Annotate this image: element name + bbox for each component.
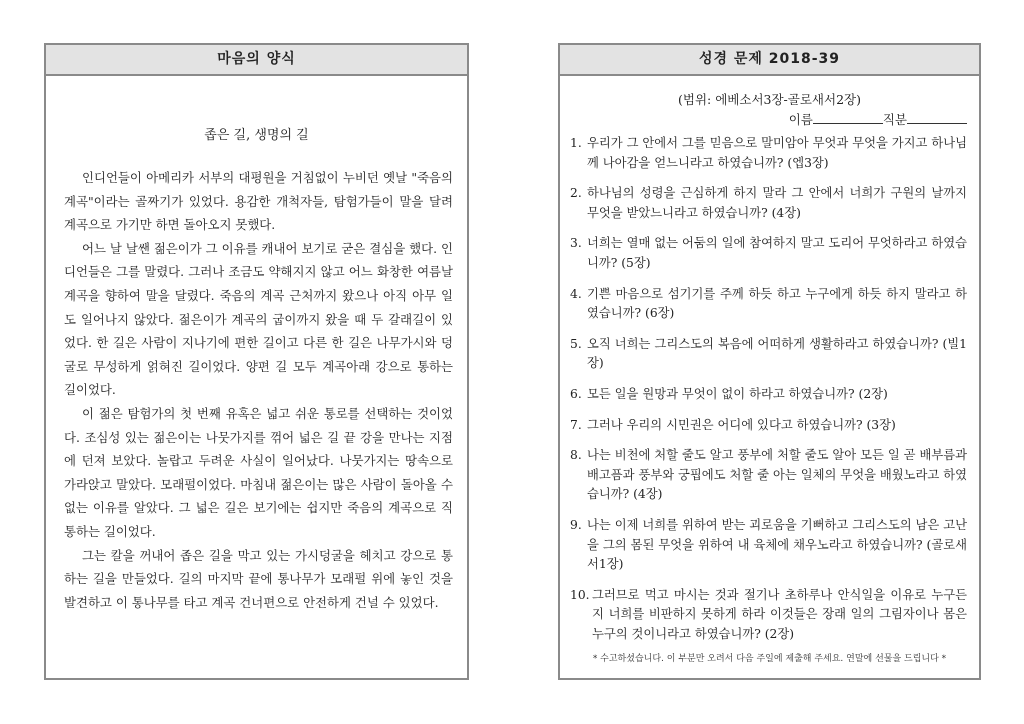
question-list	[560, 134, 979, 644]
left-panel	[44, 43, 469, 680]
question-item: 3. 너희는 열매 없는 어둠의 일에 참여하지 말고 도리어 무엇하라고 하였습니까? (5장)	[570, 236, 967, 270]
position-label: 직분	[882, 112, 907, 127]
quiz-range: (범위: 에베소서3장-골로새서2장)	[678, 92, 861, 107]
essay-paragraph: 인디언들이 아메리카 서부의 대평원을 거침없이 누비던 옛날 "죽음의 계곡"이라는 골짜기가 있었다. 용감한 개척자들, 탐험가들이 말을 달려 계곡으로 가기만 하면 돌아오지 못했다.	[64, 170, 453, 233]
question-item: 10. 그러므로 먹고 마시는 것과 절기나 초하루나 안식일을 이유로 누구든지 너희를 비판하지 못하게 하라 이것들은 장래 일의 그림자이나 몸은 누구의 것이니라고 하였습니까? (2장)	[570, 587, 967, 641]
position-blank[interactable]	[907, 110, 967, 124]
name-line	[560, 110, 979, 130]
essay-paragraph: 어느 날 날쌘 젊은이가 그 이유를 캐내어 보기로 굳은 결심을 했다. 인디언들은 그를 말렸다. 그러나 조금도 약해지지 않고 어느 화창한 여름날 계곡을 향하여 말을 달렸다. 죽음의 계곡 근처까지 왔으나 아직 아무 일도 일어나지 않았다. 젊은이가 계곡의 굽이까지 왔을 때 두 갈래길이 있었다. 한 길은 사람이 지나기에 편한 길이고 다른 한 길은 나무가시와 덩굴로 무성하게 얽혀진 길이었다. 양편 길 모두 계곡아래 강으로 통하는 길이었다.	[64, 240, 453, 398]
question-item: 7. 그러나 우리의 시민권은 어디에 있다고 하였습니까? (3장)	[570, 417, 896, 432]
question-item: 4. 기쁜 마음으로 섬기기를 주께 하듯 하고 누구에게 하듯 하지 말라고 하였습니까? (6장)	[570, 286, 967, 321]
question-item: 1. 우리가 그 안에서 그를 믿음으로 말미암아 무엇과 무엇을 가지고 하나님께 나아감을 얻느니라고 하였습니까? (엡3장)	[570, 136, 967, 170]
footnote: * 수고하셨습니다. 이 부분만 오려서 다음 주일에 제출해 주세요. 연말에 선물을 드립니다 *	[592, 654, 947, 664]
question-item: 5. 오직 너희는 그리스도의 복음에 어떠하게 생활하라고 하였습니까? (빌1장)	[570, 336, 967, 371]
panel-title: 성경 문제 2018-39	[560, 45, 979, 76]
essay-paragraph: 이 젊은 탐험가의 첫 번째 유혹은 넓고 쉬운 통로를 선택하는 것이었다. 조심성 있는 젊은이는 나뭇가지를 꺾어 넓은 길 끝 강을 만나는 지점에 던져 보았다. 놀랍고 두려운 사실이 일어났다. 나뭇가지는 땅속으로 가라앉고 말았다. 모래펄이었다. 마침내 젊은이는 많은 사람이 돌아올 수 없는 이유를 알았다. 그 넓은 길은 보기에는 쉽지만 죽음의 계곡으로 직통하는 길이었다.	[64, 405, 453, 539]
panel-title: 마음의 양식	[46, 45, 467, 76]
right-panel	[558, 43, 981, 680]
question-item: 6. 모든 일을 원망과 무엇이 없이 하라고 하였습니까? (2장)	[570, 386, 888, 401]
question-item: 2. 하나님의 성령을 근심하게 하지 말라 그 안에서 너희가 구원의 날까지 무엇을 받았느니라고 하였습니까? (4장)	[570, 186, 967, 220]
essay-body	[46, 166, 467, 614]
essay-title: 좁은 길, 생명의 길	[204, 128, 309, 143]
name-label: 이름	[788, 112, 813, 127]
question-item: 9. 나는 이제 너희를 위하여 받는 괴로움을 기뻐하고 그리스도의 남은 고난을 그의 몸된 무엇을 위하여 내 육체에 채우노라고 하였습니까? (골로새서1장)	[570, 517, 967, 572]
name-blank[interactable]	[813, 110, 883, 124]
essay-paragraph: 그는 칼을 꺼내어 좁은 길을 막고 있는 가시덩굴을 헤치고 강으로 통하는 길을 만들었다. 길의 마지막 끝에 통나무가 모래펄 위에 놓인 것을 발견하고 이 통나무를 타고 계곡 건너편으로 안전하게 건널 수 있었다.	[64, 547, 453, 610]
question-item: 8. 나는 비천에 처할 줄도 알고 풍부에 처할 줄도 알아 모든 일 곧 배부름과 배고픔과 풍부와 궁핍에도 처할 줄 아는 일체의 무엇을 배웠노라고 하였습니까? (4장)	[570, 448, 967, 502]
